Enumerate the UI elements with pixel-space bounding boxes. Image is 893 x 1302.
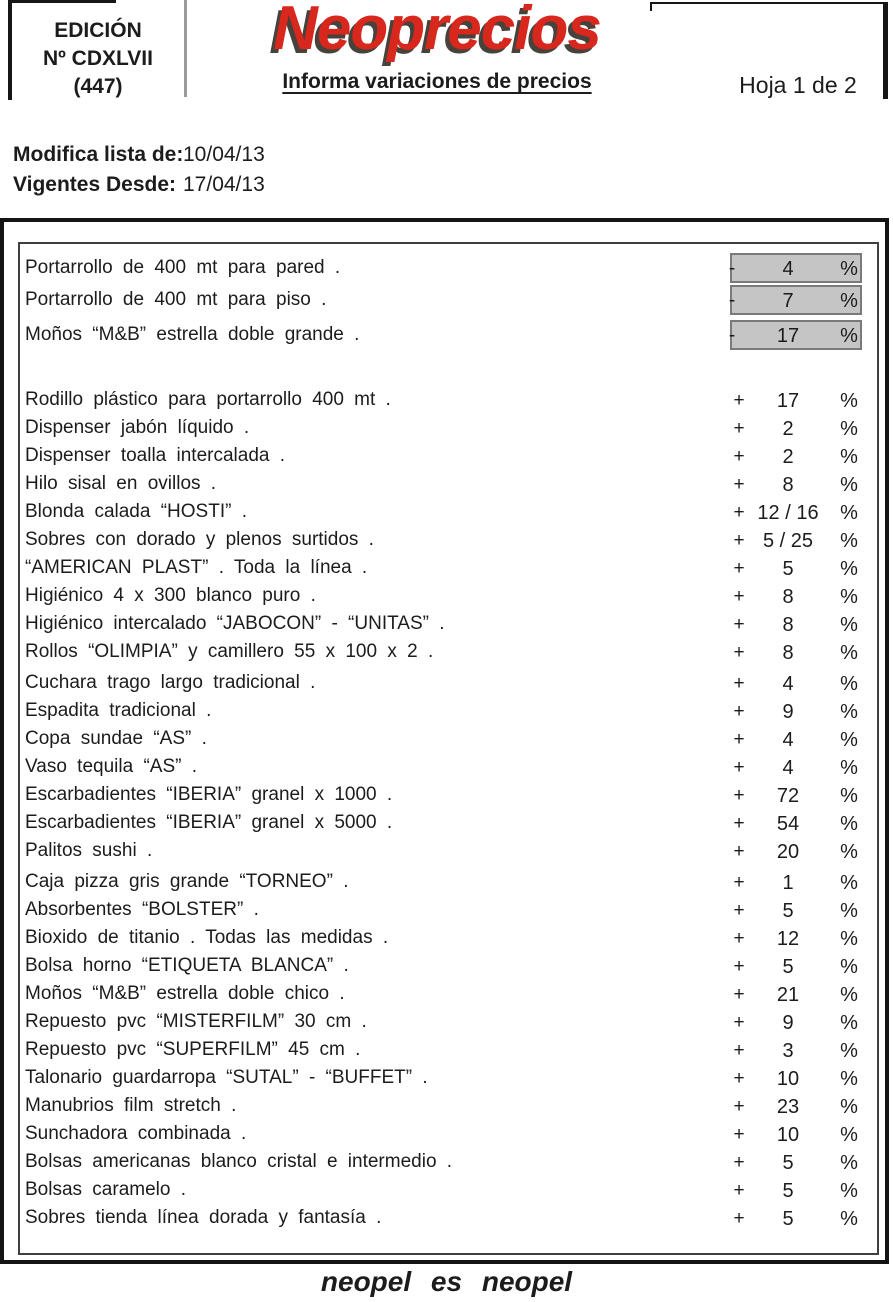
percent-sign: % bbox=[840, 418, 858, 440]
valid-from-row bbox=[13, 173, 433, 199]
price-row bbox=[4, 781, 885, 809]
product-name: Portarrollo de 400 mt para piso . bbox=[25, 289, 327, 310]
change-sign: + bbox=[733, 1152, 745, 1173]
percent-sign: % bbox=[840, 1124, 858, 1146]
change-sign: + bbox=[733, 502, 745, 523]
product-name: Cuchara trago largo tradicional . bbox=[25, 672, 316, 693]
product-name: Caja pizza gris grande “TORNEO” . bbox=[25, 871, 349, 892]
product-name: Rollos “OLIMPIA” y camillero 55 x 100 x 2 . bbox=[25, 641, 434, 662]
percent-sign: % bbox=[840, 841, 858, 863]
change-badge bbox=[730, 385, 862, 415]
price-row bbox=[4, 868, 885, 896]
change-sign: + bbox=[733, 1012, 745, 1033]
percent-sign: % bbox=[840, 1152, 858, 1174]
price-row bbox=[4, 526, 885, 554]
product-name: Bolsa horno “ETIQUETA BLANCA” . bbox=[25, 955, 349, 976]
percent-sign: % bbox=[840, 502, 858, 524]
change-value: 17 bbox=[776, 390, 800, 412]
change-value: 12 bbox=[776, 928, 800, 950]
change-badge bbox=[730, 553, 862, 583]
change-badge bbox=[730, 441, 862, 471]
price-row bbox=[4, 414, 885, 442]
change-value: 9 bbox=[782, 701, 794, 723]
change-badge bbox=[730, 1147, 862, 1177]
change-value: 10 bbox=[776, 1124, 800, 1146]
change-sign: + bbox=[733, 530, 745, 551]
change-sign: + bbox=[733, 1124, 745, 1145]
change-sign: + bbox=[733, 586, 745, 607]
change-badge bbox=[730, 1063, 862, 1093]
change-value: 4 bbox=[782, 729, 794, 751]
valid-from-date: 17/04/13 bbox=[183, 173, 265, 196]
change-value: 54 bbox=[776, 813, 800, 835]
price-row bbox=[4, 697, 885, 725]
header-separator-line bbox=[184, 0, 187, 97]
change-value: 4 bbox=[782, 757, 794, 779]
change-badge bbox=[730, 780, 862, 810]
product-name: Escarbadientes “IBERIA” granel x 1000 . bbox=[25, 784, 393, 805]
change-badge bbox=[730, 469, 862, 499]
price-row bbox=[4, 638, 885, 666]
change-value: 3 bbox=[782, 1040, 794, 1062]
change-value: 8 bbox=[782, 614, 794, 636]
change-value: 5 bbox=[782, 558, 794, 580]
change-sign: + bbox=[733, 1096, 745, 1117]
change-value: 4 bbox=[782, 258, 794, 280]
percent-sign: % bbox=[840, 390, 858, 412]
percent-sign: % bbox=[840, 642, 858, 664]
product-name: Dispenser jabón líquido . bbox=[25, 417, 250, 438]
change-sign: + bbox=[733, 956, 745, 977]
price-row bbox=[4, 1064, 885, 1092]
percent-sign: % bbox=[840, 558, 858, 580]
percent-sign: % bbox=[840, 1096, 858, 1118]
change-badge bbox=[730, 1119, 862, 1149]
percent-sign: % bbox=[840, 325, 858, 347]
change-badge bbox=[730, 581, 862, 611]
change-sign: + bbox=[733, 642, 745, 663]
product-name: Moños “M&B” estrella doble grande . bbox=[25, 324, 360, 345]
percent-sign: % bbox=[840, 446, 858, 468]
price-row bbox=[4, 1204, 885, 1232]
change-value: 2 bbox=[782, 418, 794, 440]
percent-sign: % bbox=[840, 1208, 858, 1230]
percent-sign: % bbox=[840, 1180, 858, 1202]
change-sign: + bbox=[733, 984, 745, 1005]
price-row bbox=[4, 554, 885, 582]
change-badge bbox=[730, 525, 862, 555]
change-badge bbox=[730, 836, 862, 866]
percent-sign: % bbox=[840, 614, 858, 636]
change-value: 1 bbox=[782, 872, 794, 894]
change-sign: + bbox=[733, 1040, 745, 1061]
change-value: 8 bbox=[782, 642, 794, 664]
change-badge bbox=[730, 1203, 862, 1233]
price-row bbox=[4, 254, 885, 282]
change-value: 5 bbox=[782, 956, 794, 978]
change-badge bbox=[730, 668, 862, 698]
change-sign: + bbox=[733, 1180, 745, 1201]
change-badge bbox=[730, 637, 862, 667]
change-value: 7 bbox=[782, 290, 794, 312]
price-row bbox=[4, 610, 885, 638]
product-name: Sobres con dorado y plenos surtidos . bbox=[25, 529, 374, 550]
change-sign: + bbox=[733, 841, 745, 862]
price-row bbox=[4, 896, 885, 924]
page-subtitle: Informa variaciones de precios bbox=[282, 70, 592, 93]
price-row bbox=[4, 442, 885, 470]
change-value: 9 bbox=[782, 1012, 794, 1034]
change-sign: + bbox=[733, 1208, 745, 1229]
change-sign: + bbox=[733, 1068, 745, 1089]
product-name: Bolsas caramelo . bbox=[25, 1179, 187, 1200]
price-row bbox=[4, 1176, 885, 1204]
change-badge bbox=[730, 951, 862, 981]
product-name: Higiénico intercalado “JABOCON” - “UNITAS” . bbox=[25, 613, 445, 634]
change-badge bbox=[730, 1007, 862, 1037]
percent-sign: % bbox=[840, 673, 858, 695]
change-value: 21 bbox=[776, 984, 800, 1006]
page-number: Hoja 1 de 2 bbox=[739, 72, 857, 98]
valid-from-label: Vigentes Desde: bbox=[13, 173, 177, 196]
change-badge bbox=[730, 1175, 862, 1205]
change-sign: + bbox=[733, 900, 745, 921]
change-sign: + bbox=[733, 701, 745, 722]
change-sign: + bbox=[733, 474, 745, 495]
change-sign: + bbox=[733, 390, 745, 411]
price-row bbox=[4, 952, 885, 980]
percent-sign: % bbox=[840, 785, 858, 807]
change-sign: + bbox=[733, 729, 745, 750]
percent-sign: % bbox=[840, 956, 858, 978]
change-badge bbox=[730, 253, 862, 283]
footer-slogan: neopel es neopel bbox=[320, 1266, 573, 1297]
change-value: 5 bbox=[782, 1208, 794, 1230]
product-name: Palitos sushi . bbox=[25, 840, 153, 861]
change-value: 5 / 25 bbox=[762, 530, 814, 552]
change-badge bbox=[730, 808, 862, 838]
product-name: Moños “M&B” estrella doble chico . bbox=[25, 983, 345, 1004]
percent-sign: % bbox=[840, 872, 858, 894]
change-sign: + bbox=[733, 757, 745, 778]
change-sign: - bbox=[728, 290, 736, 311]
price-row bbox=[4, 837, 885, 865]
product-name: Copa sundae “AS” . bbox=[25, 728, 207, 749]
percent-sign: % bbox=[840, 928, 858, 950]
product-name: Higiénico 4 x 300 blanco puro . bbox=[25, 585, 316, 606]
percent-sign: % bbox=[840, 258, 858, 280]
product-name: Sobres tienda línea dorada y fantasía . bbox=[25, 1207, 382, 1228]
product-name: Espadita tradicional . bbox=[25, 700, 212, 721]
price-row bbox=[4, 1036, 885, 1064]
change-value: 23 bbox=[776, 1096, 800, 1118]
change-badge bbox=[730, 1035, 862, 1065]
price-row bbox=[4, 753, 885, 781]
price-row bbox=[4, 582, 885, 610]
edition-line-2: Nº CDXLVII bbox=[43, 47, 153, 70]
percent-sign: % bbox=[840, 729, 858, 751]
product-name: Blonda calada “HOSTI” . bbox=[25, 501, 247, 522]
change-sign: + bbox=[733, 872, 745, 893]
change-value: 72 bbox=[776, 785, 800, 807]
product-name: Bioxido de titanio . Todas las medidas . bbox=[25, 927, 389, 948]
change-sign: + bbox=[733, 928, 745, 949]
change-badge bbox=[730, 609, 862, 639]
change-sign: + bbox=[733, 785, 745, 806]
change-badge bbox=[730, 895, 862, 925]
percent-sign: % bbox=[840, 530, 858, 552]
change-badge bbox=[730, 285, 862, 315]
price-row bbox=[4, 470, 885, 498]
change-value: 20 bbox=[776, 841, 800, 863]
product-name: Absorbentes “BOLSTER” . bbox=[25, 899, 259, 920]
price-row bbox=[4, 924, 885, 952]
percent-sign: % bbox=[840, 1012, 858, 1034]
header-right-border-tick bbox=[650, 2, 652, 11]
change-sign: + bbox=[733, 446, 745, 467]
product-name: Sunchadora combinada . bbox=[25, 1123, 247, 1144]
price-row bbox=[4, 1148, 885, 1176]
change-badge bbox=[730, 413, 862, 443]
change-value: 5 bbox=[782, 900, 794, 922]
percent-sign: % bbox=[840, 290, 858, 312]
percent-sign: % bbox=[840, 984, 858, 1006]
change-badge bbox=[730, 696, 862, 726]
percent-sign: % bbox=[840, 1068, 858, 1090]
modified-list-row bbox=[13, 143, 433, 169]
change-badge bbox=[730, 1091, 862, 1121]
product-name: Bolsas americanas blanco cristal e intermedio . bbox=[25, 1151, 453, 1172]
percent-sign: % bbox=[840, 701, 858, 723]
percent-sign: % bbox=[840, 900, 858, 922]
price-row bbox=[4, 725, 885, 753]
change-value: 5 bbox=[782, 1180, 794, 1202]
percent-sign: % bbox=[840, 586, 858, 608]
change-sign: + bbox=[733, 558, 745, 579]
price-row bbox=[4, 498, 885, 526]
change-value: 4 bbox=[782, 673, 794, 695]
product-name: Portarrollo de 400 mt para pared . bbox=[25, 257, 341, 278]
price-row bbox=[4, 321, 885, 349]
change-value: 17 bbox=[776, 325, 800, 347]
product-name: Repuesto pvc “SUPERFILM” 45 cm . bbox=[25, 1039, 361, 1060]
price-row bbox=[4, 1092, 885, 1120]
product-name: Talonario guardarropa “SUTAL” - “BUFFET” . bbox=[25, 1067, 428, 1088]
change-value: 5 bbox=[782, 1152, 794, 1174]
price-row bbox=[4, 809, 885, 837]
change-sign: - bbox=[728, 258, 736, 279]
price-row bbox=[4, 1120, 885, 1148]
modified-list-label: Modifica lista de: bbox=[13, 143, 184, 166]
edition-line-3: (447) bbox=[73, 75, 123, 98]
edition-line-1: EDICIÓN bbox=[54, 19, 142, 42]
change-badge bbox=[730, 923, 862, 953]
change-value: 8 bbox=[782, 586, 794, 608]
percent-sign: % bbox=[840, 757, 858, 779]
price-row bbox=[4, 386, 885, 414]
change-sign: + bbox=[733, 418, 745, 439]
price-row bbox=[4, 669, 885, 697]
change-value: 12 / 16 bbox=[757, 502, 819, 524]
product-name: Rodillo plástico para portarrollo 400 mt . bbox=[25, 389, 391, 410]
change-sign: + bbox=[733, 673, 745, 694]
price-row bbox=[4, 286, 885, 314]
change-badge bbox=[730, 752, 862, 782]
change-badge bbox=[730, 320, 862, 350]
edition-label bbox=[28, 17, 168, 101]
change-sign: + bbox=[733, 614, 745, 635]
change-value: 8 bbox=[782, 474, 794, 496]
change-sign: + bbox=[733, 813, 745, 834]
change-badge bbox=[730, 867, 862, 897]
price-row bbox=[4, 1008, 885, 1036]
page-title: Neoprecios bbox=[273, 0, 601, 63]
change-badge bbox=[730, 724, 862, 754]
change-badge bbox=[730, 979, 862, 1009]
product-name: Dispenser toalla intercalada . bbox=[25, 445, 286, 466]
percent-sign: % bbox=[840, 1040, 858, 1062]
change-badge bbox=[730, 497, 862, 527]
price-list-box bbox=[0, 218, 889, 1264]
percent-sign: % bbox=[840, 813, 858, 835]
change-value: 2 bbox=[782, 446, 794, 468]
product-name: Vaso tequila “AS” . bbox=[25, 756, 198, 777]
change-value: 10 bbox=[776, 1068, 800, 1090]
modified-list-date: 10/04/13 bbox=[183, 143, 265, 166]
product-name: Repuesto pvc “MISTERFILM” 30 cm . bbox=[25, 1011, 367, 1032]
change-sign: - bbox=[728, 325, 736, 346]
product-name: Escarbadientes “IBERIA” granel x 5000 . bbox=[25, 812, 393, 833]
price-row bbox=[4, 980, 885, 1008]
percent-sign: % bbox=[840, 474, 858, 496]
product-name: Hilo sisal en ovillos . bbox=[25, 473, 217, 494]
product-name: “AMERICAN PLAST” . Toda la línea . bbox=[25, 557, 368, 578]
product-name: Manubrios film stretch . bbox=[25, 1095, 237, 1116]
